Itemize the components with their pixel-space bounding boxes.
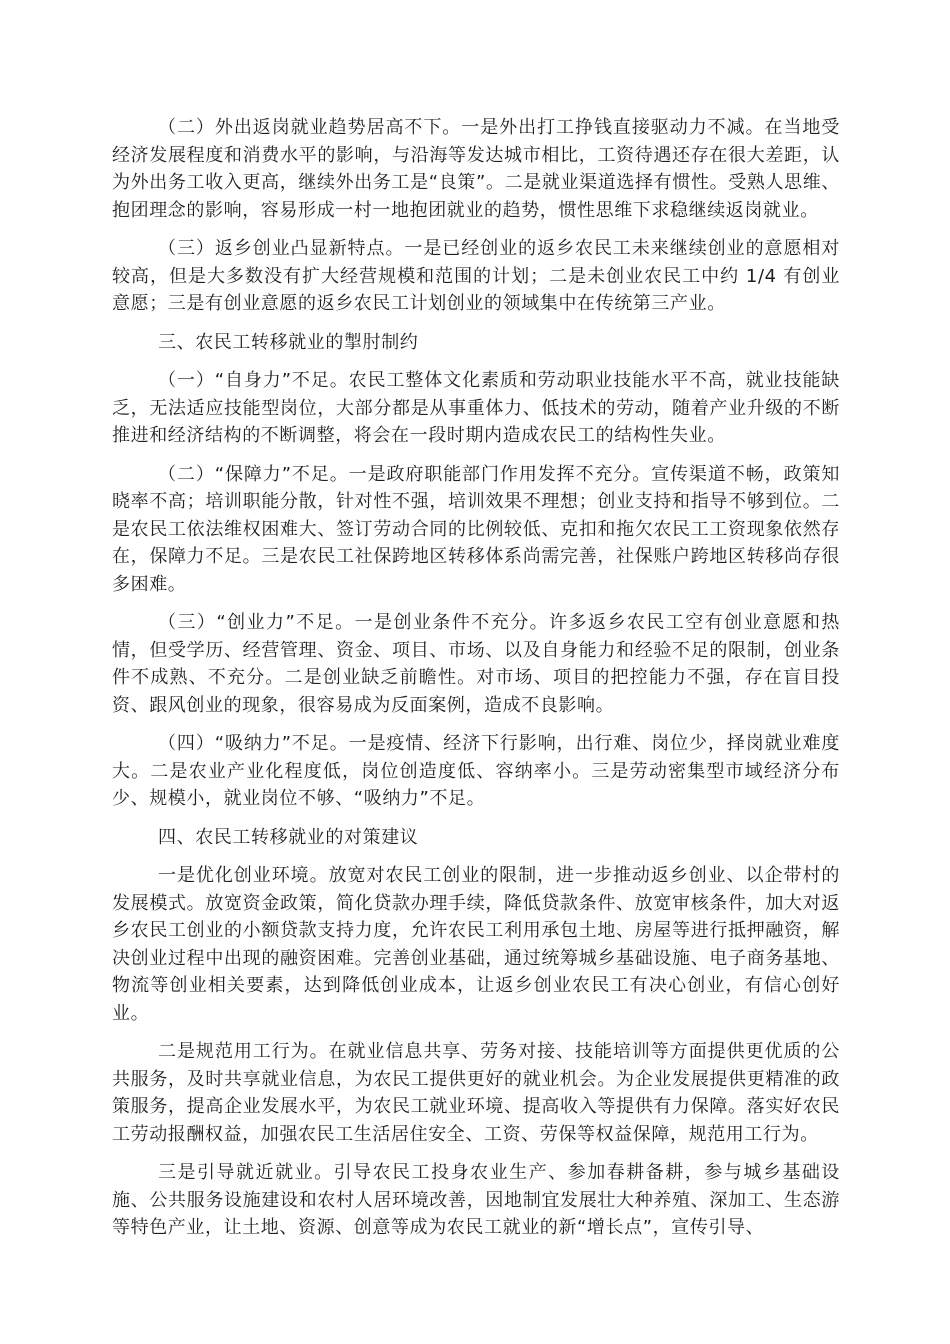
para-outbound-employment: （二）外出返岗就业趋势居高不下。一是外出打工挣钱直接驱动力不减。在当地受经济发展程度和消费水平的影响，与沿海等发达城市相比，工资待遇还存在很大差距，认为外出务工收入更高，继续外出务工是“良策”。二是就业渠道选择有惯性。受熟人思维、抱团理念的影响，容易形成一村一地抱团就业的趋势，惯性思维下求稳继续返岗就业。: [112, 117, 840, 221]
para-startup-ability: （三）“创业力”不足。一是创业条件不充分。许多返乡农民工空有创业意愿和热情，但受学历、经营管理、资金、项目、市场、以及自身能力和经验不足的限制，创业条件不成熟、不充分。二是创业缺乏前瞻性。对市场、项目的把控能力不强，存在盲目投资、跟风创业的现象，很容易成为反面案例，造成不良影响。: [112, 612, 840, 716]
para-absorb-ability: （四）“吸纳力”不足。一是疫情、经济下行影响，出行难、岗位少，择岗就业难度大。二是农业产业化程度低，岗位创造度低、容纳率小。三是劳动密集型市域经济分布少、规模小，就业岗位不够、“吸纳力”不足。: [112, 733, 840, 809]
para-regulate-employment: 二是规范用工行为。在就业信息共享、劳务对接、技能培训等方面提供更优质的公共服务，及时共享就业信息，为农民工提供更好的就业机会。为企业发展提供更精准的政策服务，提高企业发展水平，为农民工就业环境、提高收入等提供有力保障。落实好农民工劳动报酬权益，加强农民工生活居住安全、工资、劳保等权益保障，规范用工行为。: [112, 1041, 840, 1145]
para-local-employment: 三是引导就近就业。引导农民工投身农业生产、参加春耕备耕，参与城乡基础设施、公共服务设施建设和农村人居环境改善，因地制宜发展壮大种养殖、深加工、生态游等特色产业，让土地、资源、创意等成为农民工就业的新“增长点”，宣传引导、: [112, 1162, 840, 1238]
section-heading-4: 四、农民工转移就业的对策建议: [158, 826, 419, 848]
section-heading-3: 三、农民工转移就业的掣肘制约: [158, 331, 419, 353]
document-body: [112, 114, 840, 1253]
para-self-ability: （一）“自身力”不足。农民工整体文化素质和劳动职业技能水平不高，就业技能缺乏，无法适应技能型岗位，大部分都是从事重体力、低技术的劳动，随着产业升级的不断推进和经济结构的不断调整，将会在一段时期内造成农民工的结构性失业。: [112, 370, 840, 446]
para-return-entrepreneurship: （三）返乡创业凸显新特点。一是已经创业的返乡农民工未来继续创业的意愿相对较高，但是大多数没有扩大经营规模和范围的计划；二是未创业农民工中约 1/4 有创业意愿；三是有创业意愿的返乡农民工计划创业的领域集中在传统第三产业。: [112, 238, 840, 314]
para-guarantee-ability: （二）“保障力”不足。一是政府职能部门作用发挥不充分。宣传渠道不畅，政策知晓率不高；培训职能分散，针对性不强，培训效果不理想；创业支持和指导不够到位。二是农民工依法维权困难大、签订劳动合同的比例较低、克扣和拖欠农民工工资现象依然存在，保障力不足。三是农民工社保跨地区转移体系尚需完善，社保账户跨地区转移尚存很多困难。: [112, 463, 840, 595]
para-optimize-environment: 一是优化创业环境。放宽对农民工创业的限制，进一步推动返乡创业、以企带村的发展模式。放宽资金政策，简化贷款办理手续，降低贷款条件、放宽审核条件，加大对返乡农民工创业的小额贷款支持力度，允许农民工利用承包土地、房屋等进行抵押融资，解决创业过程中出现的融资困难。完善创业基础，通过统筹城乡基础设施、电子商务基地、物流等创业相关要素，达到降低创业成本，让返乡创业农民工有决心创业，有信心创好业。: [112, 865, 840, 1024]
